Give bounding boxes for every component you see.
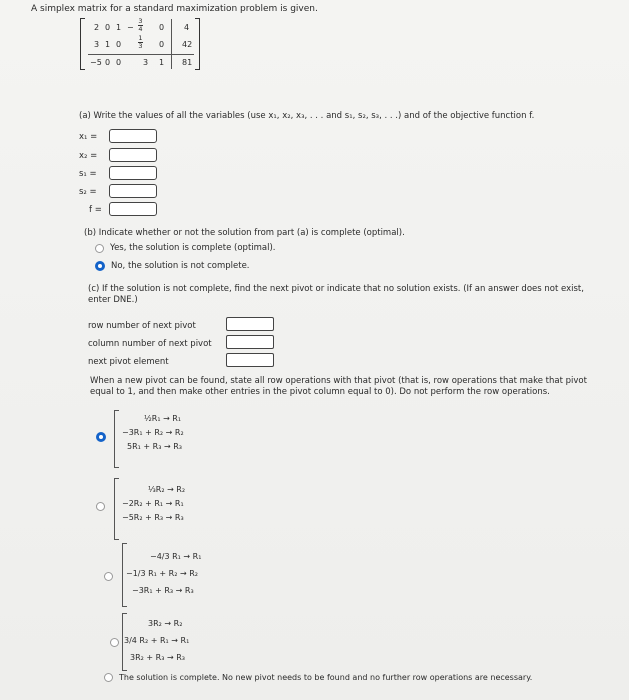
f-input[interactable] bbox=[109, 202, 157, 216]
row-op-line: ⅓R₂ → R₂ bbox=[148, 485, 186, 494]
row-op-lines bbox=[122, 483, 232, 525]
field-label: column number of next pivot bbox=[88, 339, 212, 349]
matrix-cell: 4 bbox=[184, 23, 190, 32]
option-bracket bbox=[114, 478, 119, 540]
matrix-cell: 81 bbox=[182, 58, 193, 67]
matrix-cell: 1 bbox=[116, 23, 122, 32]
radio-circle[interactable] bbox=[104, 572, 113, 581]
matrix-cell: − bbox=[127, 23, 134, 32]
matrix-cell: 42 bbox=[182, 40, 193, 49]
matrix-cell: −5 bbox=[90, 58, 102, 67]
radio-circle[interactable] bbox=[96, 502, 105, 511]
problem-title: A simplex matrix for a standard maximization problem is given. bbox=[31, 4, 318, 14]
x1-input[interactable] bbox=[109, 129, 157, 143]
row-op-line: −3R₁ + R₂ → R₂ bbox=[122, 428, 184, 437]
part-a-prompt: (a) Write the values of all the variables (use x₁, x₂, x₃, . . . and s₁, s₂, s₃, . . .) and of the objective function f. bbox=[79, 111, 535, 121]
matrix-fraction: 1 3 bbox=[138, 34, 143, 50]
row-op-line: 3R₂ + R₃ → R₃ bbox=[130, 653, 185, 662]
matrix-right-bracket bbox=[195, 18, 200, 70]
matrix-left-bracket bbox=[80, 18, 85, 70]
matrix-cell: 0 bbox=[159, 40, 165, 49]
matrix-fraction: 3 4 bbox=[138, 17, 143, 33]
row-op-line: 3R₂ → R₂ bbox=[148, 619, 183, 628]
pivot-column-input[interactable] bbox=[226, 335, 274, 349]
part-b-prompt: (b) Indicate whether or not the solution from part (a) is complete (optimal). bbox=[84, 228, 405, 238]
field-row bbox=[88, 339, 212, 349]
radio-circle-selected[interactable] bbox=[95, 261, 105, 271]
row-op-line: 3/4 R₂ + R₁ → R₁ bbox=[124, 636, 190, 645]
field-label: s₁ = bbox=[79, 169, 97, 179]
row-op-line: 5R₁ + R₃ → R₃ bbox=[127, 442, 182, 451]
matrix-cell: 3 bbox=[94, 40, 100, 49]
row-op-option-complete[interactable] bbox=[104, 673, 532, 682]
matrix-cell: 0 bbox=[116, 58, 122, 67]
radio-label: No, the solution is not complete. bbox=[111, 261, 250, 271]
radio-label: The solution is complete. No new pivot needs to be found and no further row operations are necessary. bbox=[119, 673, 533, 682]
matrix-cell: 0 bbox=[105, 23, 111, 32]
matrix-cell: 3 bbox=[143, 58, 149, 67]
field-label: s₂ = bbox=[79, 187, 97, 197]
simplex-matrix bbox=[80, 18, 200, 70]
row-op-line: ½R₁ → R₁ bbox=[144, 414, 182, 423]
field-label: f = bbox=[89, 205, 102, 215]
field-label: next pivot element bbox=[88, 357, 169, 367]
radio-circle[interactable] bbox=[110, 638, 119, 647]
row-ops-prompt: When a new pivot can be found, state all row operations with that pivot (that is, row operations that make that pivot equal to 1, and then make other entries in the pivot column equal to 0). Do not perform the row operations. bbox=[90, 376, 587, 397]
row-op-line: −1/3 R₁ + R₂ → R₂ bbox=[126, 569, 198, 578]
field-row bbox=[88, 357, 169, 367]
part-c-prompt: (c) If the solution is not complete, find the next pivot or indicate that no solution exists. (If an answer does not exist, enter DNE.) bbox=[88, 284, 584, 305]
row-op-line: −4/3 R₁ → R₁ bbox=[150, 552, 202, 561]
matrix-row bbox=[88, 36, 194, 53]
field-label: x₁ = bbox=[79, 132, 98, 142]
pivot-element-input[interactable] bbox=[226, 353, 274, 367]
s1-input[interactable] bbox=[109, 166, 157, 180]
row-op-lines bbox=[124, 615, 234, 666]
s2-input[interactable] bbox=[109, 184, 157, 198]
radio-label: Yes, the solution is complete (optimal). bbox=[110, 243, 276, 253]
matrix-cell: 2 bbox=[94, 23, 100, 32]
field-label: x₂ = bbox=[79, 151, 98, 161]
matrix-cell: 1 bbox=[105, 40, 111, 49]
radio-circle[interactable] bbox=[104, 673, 113, 682]
matrix-row bbox=[88, 54, 194, 70]
option-bracket bbox=[114, 410, 119, 468]
radio-option-yes[interactable] bbox=[95, 243, 276, 253]
row-op-line: −3R₁ + R₃ → R₃ bbox=[132, 586, 194, 595]
row-op-lines bbox=[122, 412, 232, 454]
pivot-row-input[interactable] bbox=[226, 317, 274, 331]
matrix-cell: 0 bbox=[116, 40, 122, 49]
row-op-lines bbox=[126, 548, 236, 599]
radio-circle-selected[interactable] bbox=[96, 432, 106, 442]
row-op-line: −2R₂ + R₁ → R₁ bbox=[122, 499, 184, 508]
field-row bbox=[88, 321, 196, 331]
radio-circle[interactable] bbox=[95, 244, 104, 253]
x2-input[interactable] bbox=[109, 148, 157, 162]
matrix-cell: 0 bbox=[105, 58, 111, 67]
radio-option-no[interactable] bbox=[95, 261, 250, 271]
field-label: row number of next pivot bbox=[88, 321, 196, 331]
matrix-cell: 1 bbox=[159, 58, 165, 67]
row-op-line: −5R₂ + R₃ → R₃ bbox=[122, 513, 184, 522]
matrix-cell: 0 bbox=[159, 23, 165, 32]
